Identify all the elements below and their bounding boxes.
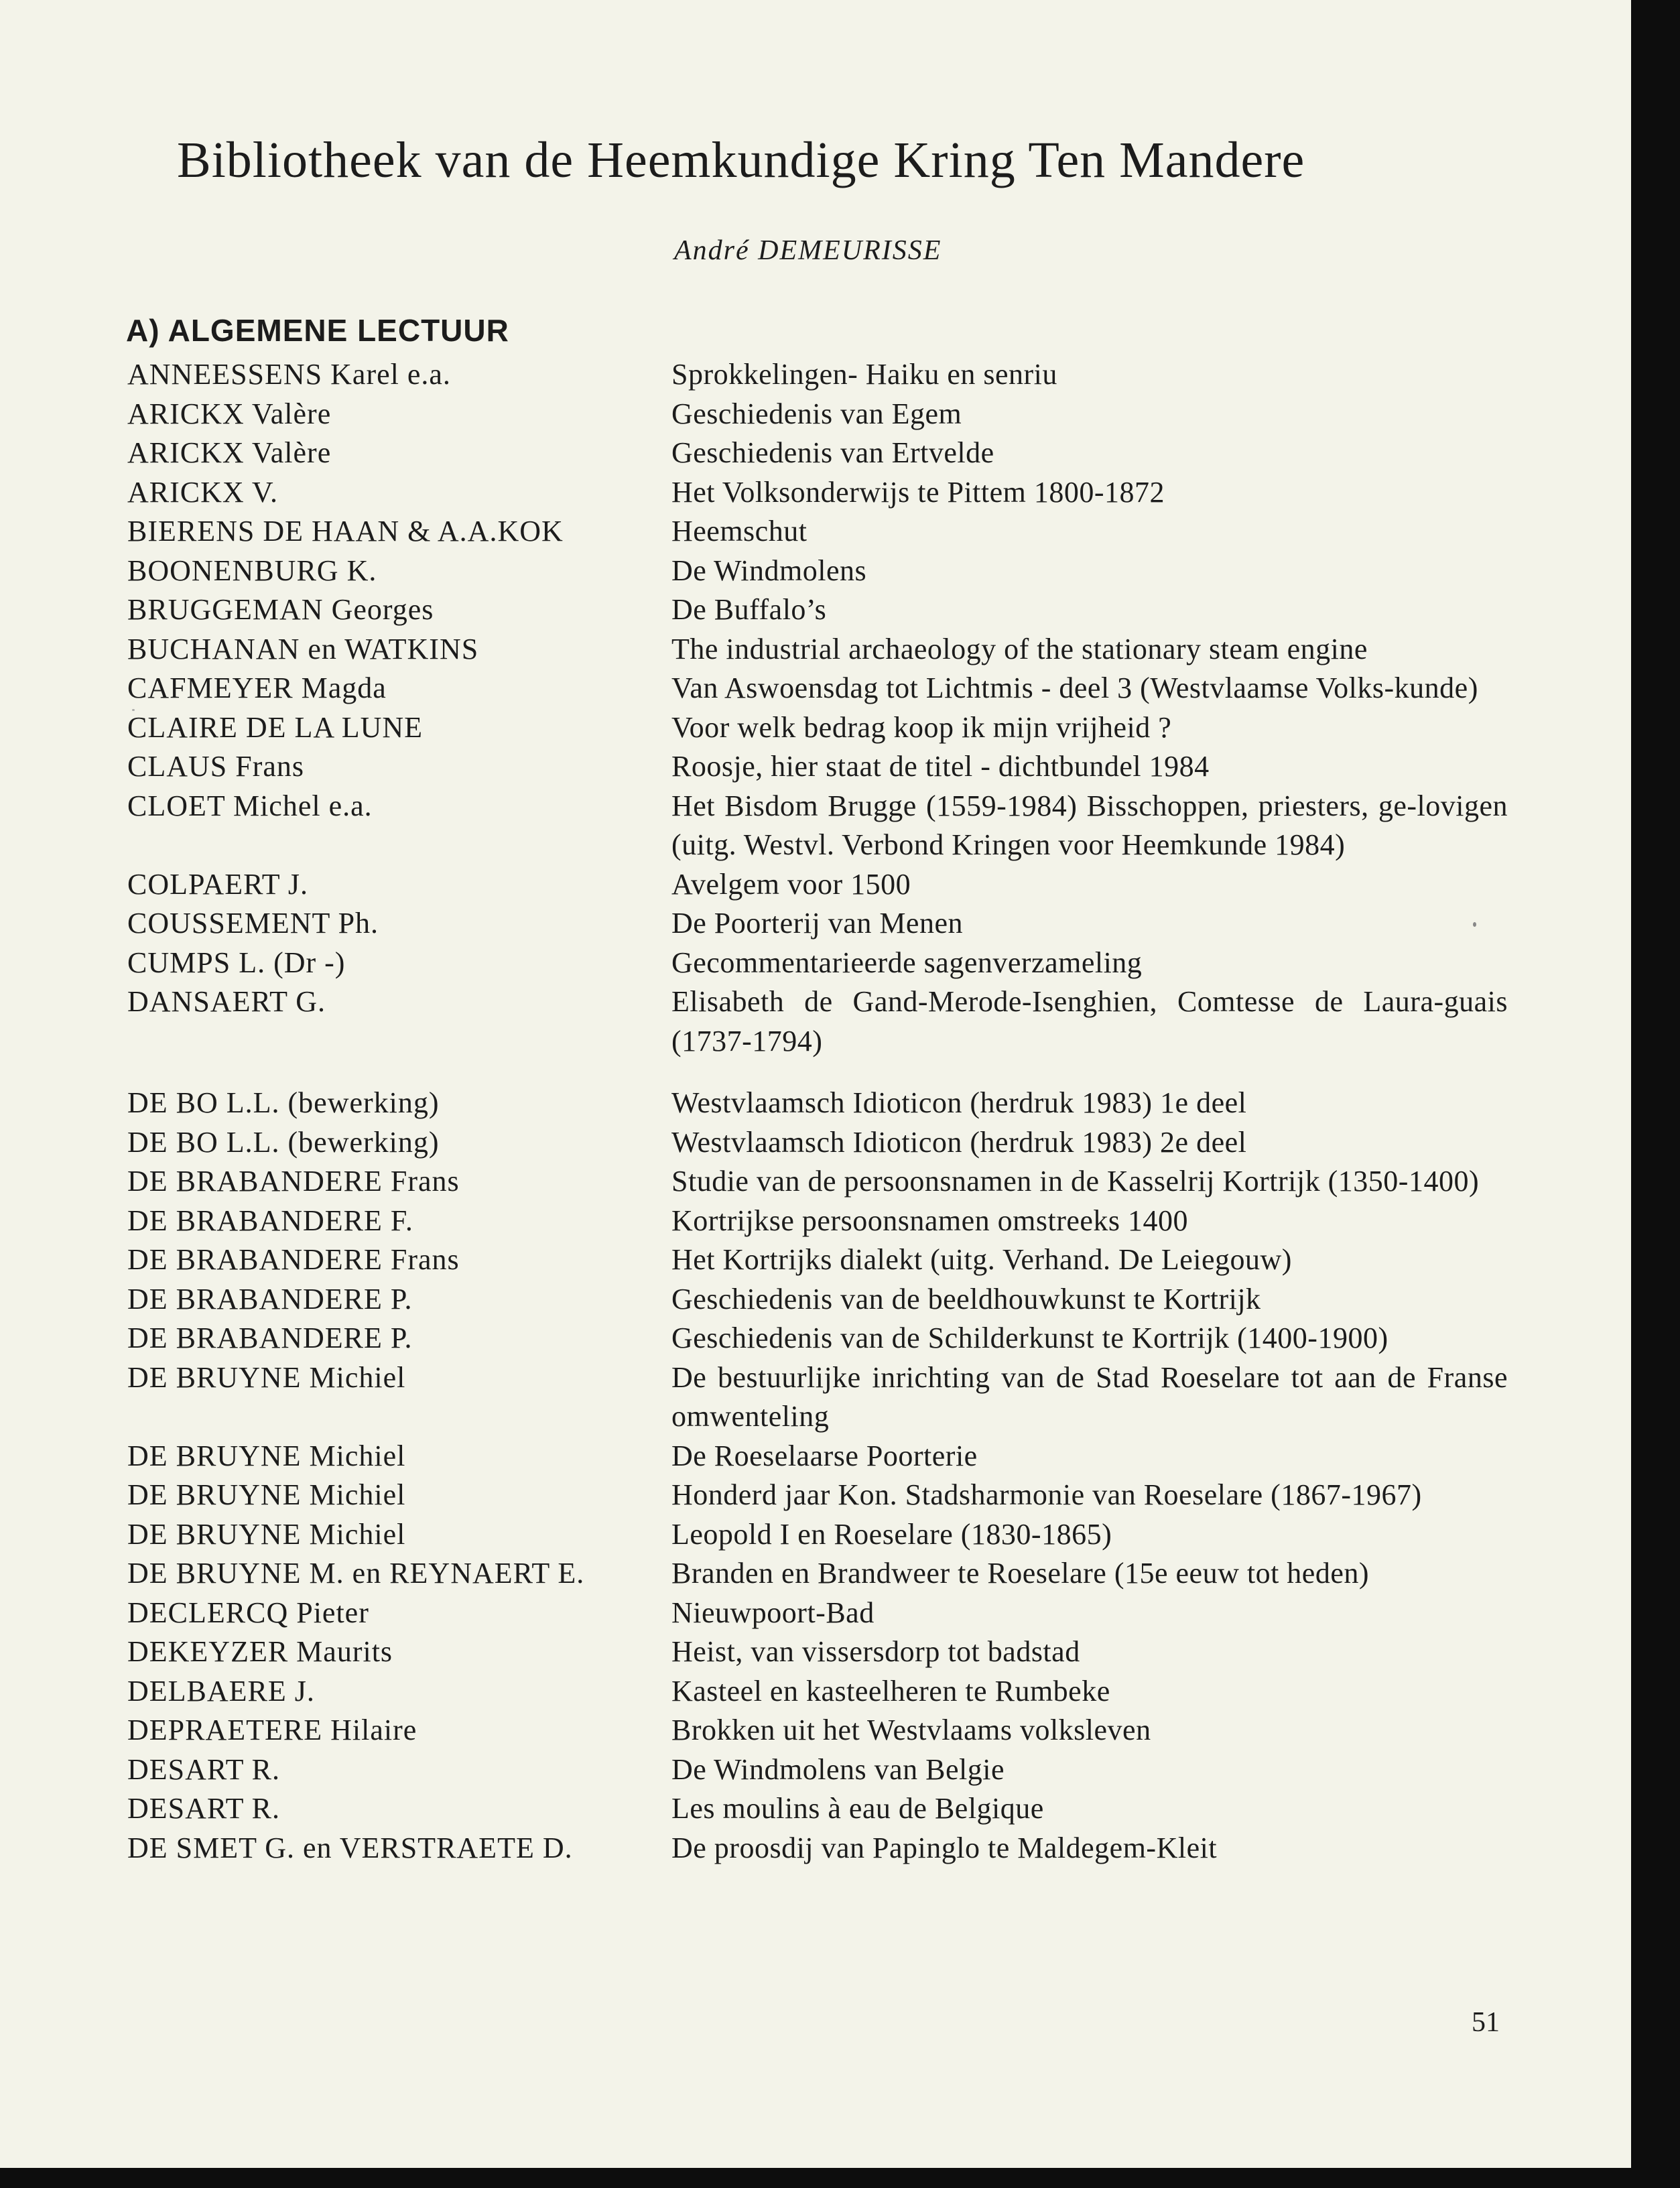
entry-author: DE BRUYNE Michiel: [127, 1360, 406, 1394]
entry-author: CUMPS L. (Dr -): [127, 946, 346, 979]
entry-title: Westvlaamsch Idioticon (herdruk 1983) 1e deel: [671, 1086, 1247, 1119]
entry-title: De Poorterij van Menen: [671, 907, 963, 940]
entry-author: DE BO L.L. (bewerking): [127, 1086, 440, 1119]
entry-title: Branden en Brandweer te Roeselare (15e eeuw tot heden): [671, 1557, 1369, 1590]
bibliography-entry: [127, 787, 1508, 865]
scan-speck: [1473, 922, 1476, 927]
entry-author: ARICKX Valère: [127, 397, 332, 430]
bibliography-entry: [127, 1240, 1508, 1280]
bibliography-entry: [127, 473, 1508, 513]
entry-title: Elisabeth de Gand-Merode-Isenghien, Comtesse de Laura-guais (1737-1794): [671, 985, 1508, 1057]
entry-title: Heist, van vissersdorp tot badstad: [671, 1635, 1080, 1668]
entry-author: BOONENBURG K.: [127, 554, 377, 587]
entry-title: Roosje, hier staat de titel - dichtbundel 1984: [671, 750, 1210, 783]
entry-title: Het Volksonderwijs te Pittem 1800-1872: [671, 475, 1165, 509]
bibliography-entry: [127, 944, 1508, 983]
entry-title: Het Bisdom Brugge (1559-1984) Bisschoppen, priesters, ge-lovigen (uitg. Westvl. Verbond Kringen voor Heemkunde 1984): [671, 789, 1508, 861]
entry-title: Westvlaamsch Idioticon (herdruk 1983) 2e deel: [671, 1125, 1247, 1159]
bibliography-entry: [127, 1358, 1508, 1437]
entry-author: DE BRUYNE Michiel: [127, 1439, 406, 1472]
entry-title: Geschiedenis van de beeldhouwkunst te Kortrijk: [671, 1282, 1261, 1315]
entry-author: DE SMET G. en VERSTRAETE D.: [127, 1831, 573, 1864]
entry-title: Geschiedenis van Egem: [671, 397, 962, 430]
entry-author: DE BRABANDERE P.: [127, 1282, 413, 1315]
scan-border-right: [1631, 0, 1680, 2188]
bibliography-entry: [127, 1437, 1508, 1476]
entry-author: BRUGGEMAN Georges: [127, 593, 434, 626]
bibliography-entry: [127, 708, 1508, 748]
entry-author: DEPRAETERE Hilaire: [127, 1714, 417, 1746]
page-number: 51: [1472, 2007, 1500, 2038]
bibliography-entry: [127, 1319, 1508, 1358]
entry-author: CLAIRE DE LA LUNE: [127, 710, 424, 744]
bibliography-entry: [127, 982, 1508, 1061]
entry-title: Geschiedenis van de Schilderkunst te Kortrijk (1400-1900): [671, 1322, 1388, 1354]
entry-title: Het Kortrijks dialekt (uitg. Verhand. De Leiegouw): [671, 1243, 1292, 1276]
entry-author: DESART R.: [127, 1792, 281, 1825]
bibliography-entry: [127, 669, 1508, 708]
bibliography-entry: [127, 904, 1508, 944]
entry-title: Brokken uit het Westvlaams volksleven: [671, 1714, 1151, 1746]
entry-title: Leopold I en Roeselare (1830-1865): [671, 1517, 1112, 1551]
entry-author: DANSAERT G.: [127, 985, 326, 1018]
entry-title: De Windmolens: [671, 554, 867, 587]
entry-author: DE BRABANDERE P.: [127, 1322, 413, 1354]
entry-author: ARICKX V.: [127, 475, 278, 509]
entry-title: Sprokkelingen- Haiku en senriu: [671, 358, 1057, 391]
bibliography-entry: [127, 1162, 1508, 1202]
page-title: Bibliotheek van de Heemkundige Kring Ten Mandere: [177, 132, 1305, 188]
entry-title: Van Aswoensdag tot Lichtmis - deel 3 (Westvlaamse Volks-kunde): [671, 671, 1478, 704]
bibliography-entry: [127, 512, 1508, 552]
entry-author: DE BRABANDERE Frans: [127, 1165, 460, 1198]
bibliography-entry: [127, 552, 1508, 591]
bibliography-entry: [127, 747, 1508, 787]
bibliography-entry: [127, 1202, 1508, 1241]
entry-author: DE BO L.L. (bewerking): [127, 1125, 440, 1159]
bibliography-entry: [127, 865, 1508, 905]
entry-author: ARICKX Valère: [127, 436, 332, 469]
entry-author: DE BRUYNE M. en REYNAERT E.: [127, 1557, 585, 1590]
entry-title: De Windmolens van Belgie: [671, 1752, 1005, 1786]
bibliography-entry: [127, 1515, 1508, 1555]
entry-title: Honderd jaar Kon. Stadsharmonie van Roeselare (1867-1967): [671, 1478, 1422, 1511]
entry-author: COUSSEMENT Ph.: [127, 907, 379, 940]
entry-author: DE BRABANDERE F.: [127, 1204, 413, 1237]
entry-author: ANNEESSENS Karel e.a.: [127, 358, 451, 391]
entry-author: CLOET Michel e.a.: [127, 789, 373, 822]
bibliography-entry: [127, 1711, 1508, 1750]
entry-author: COLPAERT J.: [127, 867, 308, 901]
scan-border-bottom: [0, 2168, 1680, 2188]
entry-title: The industrial archaeology of the stationary steam engine: [671, 632, 1368, 665]
entry-title: Kasteel en kasteelheren te Rumbeke: [671, 1674, 1110, 1708]
entry-author: CLAUS Frans: [127, 750, 305, 783]
entry-author: DESART R.: [127, 1752, 281, 1786]
entry-title: Les moulins à eau de Belgique: [671, 1792, 1044, 1825]
entry-author: DECLERCQ Pieter: [127, 1596, 369, 1629]
entry-title: De bestuurlijke inrichting van de Stad Roeselare tot aan de Franse omwenteling: [671, 1360, 1508, 1433]
bibliography-entry: [127, 1476, 1508, 1515]
bibliography-entry: [127, 590, 1508, 630]
entry-author: BUCHANAN en WATKINS: [127, 632, 479, 665]
bibliography-entry: [127, 1672, 1508, 1712]
entry-title: Nieuwpoort-Bad: [671, 1596, 875, 1629]
entry-author: DE BRUYNE Michiel: [127, 1478, 406, 1511]
entry-author: DEKEYZER Maurits: [127, 1635, 393, 1668]
bibliography-entry: [127, 1123, 1508, 1163]
entry-title: Kortrijkse persoonsnamen omstreeks 1400: [671, 1204, 1189, 1237]
bibliography-entry: [127, 1554, 1508, 1594]
entry-title: Geschiedenis van Ertvelde: [671, 436, 994, 469]
section-heading: A) ALGEMENE LECTUUR: [126, 313, 509, 348]
entry-author: DE BRUYNE Michiel: [127, 1517, 406, 1551]
bibliography-list: [127, 355, 1508, 1868]
scan-speck: [132, 709, 135, 711]
entry-title: Avelgem voor 1500: [671, 867, 911, 901]
entry-author: DE BRABANDERE Frans: [127, 1243, 460, 1276]
bibliography-entry: [127, 434, 1508, 473]
entry-title: Voor welk bedrag koop ik mijn vrijheid ?: [671, 710, 1172, 744]
entry-title: De proosdij van Papinglo te Maldegem-Kleit: [671, 1831, 1218, 1864]
entry-author: DELBAERE J.: [127, 1674, 315, 1708]
entry-title: De Roeselaarse Poorterie: [671, 1439, 978, 1472]
bibliography-entry: [127, 1829, 1508, 1868]
article-author: André DEMEURISSE: [674, 235, 942, 266]
bibliography-entry: [127, 395, 1508, 434]
entry-author: BIERENS DE HAAN & A.A.KOK: [127, 515, 564, 548]
entry-title: Studie van de persoonsnamen in de Kasselrij Kortrijk (1350-1400): [671, 1165, 1480, 1198]
bibliography-entry: [127, 1280, 1508, 1320]
bibliography-entry: [127, 1594, 1508, 1633]
entry-title: Gecommentarieerde sagenverzameling: [671, 946, 1143, 979]
entry-title: Heemschut: [671, 515, 807, 548]
entry-author: CAFMEYER Magda: [127, 671, 387, 704]
bibliography-entry: [127, 355, 1508, 395]
entry-title: De Buffalo’s: [671, 593, 827, 626]
bibliography-entry: [127, 1632, 1508, 1672]
bibliography-entry: [127, 1789, 1508, 1829]
bibliography-entry: [127, 1084, 1508, 1123]
bibliography-entry: [127, 1750, 1508, 1790]
bibliography-entry: [127, 630, 1508, 669]
